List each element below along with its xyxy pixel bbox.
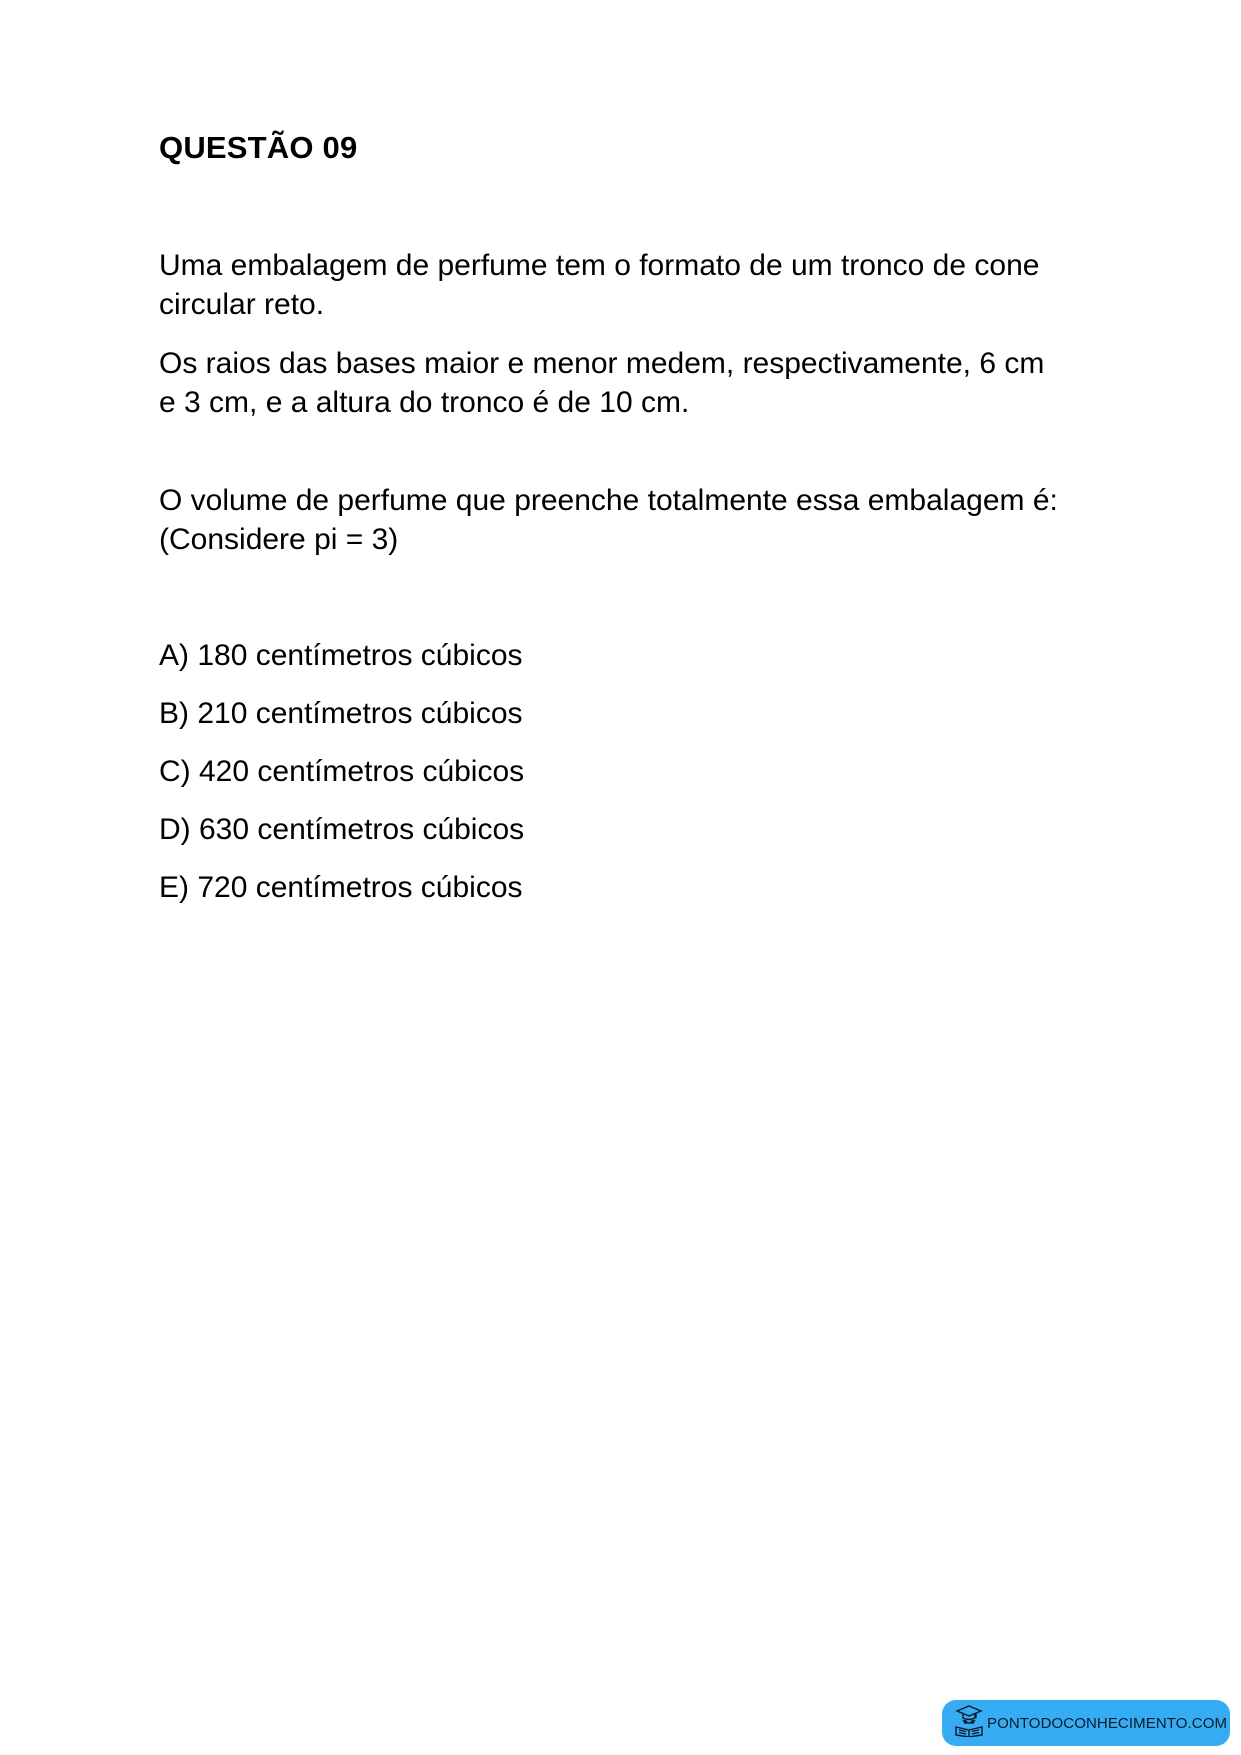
site-badge[interactable] [942,1700,1230,1746]
question-paragraph-2: Os raios das bases maior e menor medem, respectivamente, 6 cm e 3 cm, e a altura do tronco é de 10 cm. [159,347,1045,419]
site-badge-text: PONTODOCONHECIMENTO.COM [987,1714,1228,1732]
graduate-reading-book-icon [954,1705,987,1742]
option-a: A) 180 centímetros cúbicos [159,639,523,672]
answer-options [159,636,524,926]
option-d: D) 630 centímetros cúbicos [159,813,525,846]
question-title: QUESTÃO 09 [159,130,358,165]
question-paragraph-1: Uma embalagem de perfume tem o formato de um tronco de cone circular reto. [159,249,1040,321]
question-paragraph-3: O volume de perfume que preenche totalmente essa embalagem é: (Considere pi = 3) [159,484,1058,556]
option-c: C) 420 centímetros cúbicos [159,755,525,788]
option-b: B) 210 centímetros cúbicos [159,697,523,730]
option-e: E) 720 centímetros cúbicos [159,871,523,904]
